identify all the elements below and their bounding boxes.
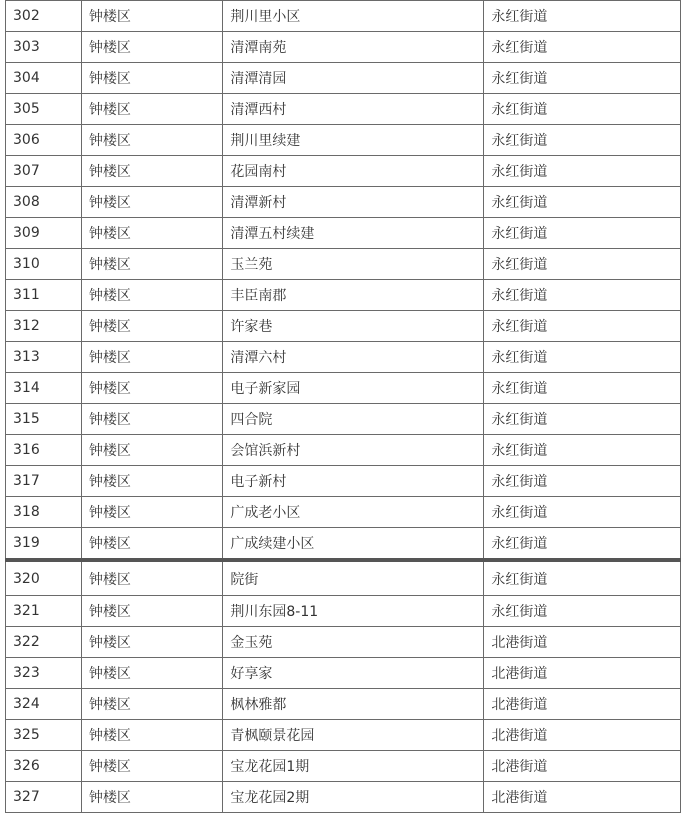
street-cell: 永红街道: [484, 1, 681, 32]
row-number: 311: [6, 280, 82, 311]
community-name-cell: 四合院: [223, 404, 484, 435]
district-cell: 钟楼区: [81, 596, 222, 627]
community-name-cell: 花园南村: [223, 156, 484, 187]
district-cell: 钟楼区: [81, 528, 222, 561]
street-cell: 永红街道: [484, 249, 681, 280]
row-number: 315: [6, 404, 82, 435]
district-cell: 钟楼区: [81, 32, 222, 63]
street-cell: 永红街道: [484, 187, 681, 218]
district-cell: 钟楼区: [81, 1, 222, 32]
street-cell: 北港街道: [484, 720, 681, 751]
street-cell: 永红街道: [484, 32, 681, 63]
row-number: 324: [6, 689, 82, 720]
table-row: [6, 373, 681, 404]
row-number: 310: [6, 249, 82, 280]
row-number: 320: [6, 560, 82, 596]
community-name-cell: 院街: [223, 560, 484, 596]
row-number: 309: [6, 218, 82, 249]
district-cell: 钟楼区: [81, 720, 222, 751]
district-cell: 钟楼区: [81, 342, 222, 373]
row-number: 318: [6, 497, 82, 528]
community-name-cell: 青枫颐景花园: [223, 720, 484, 751]
community-name-cell: 宝龙花园2期: [223, 782, 484, 813]
table-row: [6, 404, 681, 435]
district-cell: 钟楼区: [81, 311, 222, 342]
community-name-cell: 荆川里小区: [223, 1, 484, 32]
row-number: 317: [6, 466, 82, 497]
row-number: 325: [6, 720, 82, 751]
table-row: [6, 63, 681, 94]
street-cell: 永红街道: [484, 280, 681, 311]
district-cell: 钟楼区: [81, 249, 222, 280]
table-row: [6, 125, 681, 156]
community-name-cell: 清潭西村: [223, 94, 484, 125]
street-cell: 北港街道: [484, 751, 681, 782]
community-name-cell: 清潭南苑: [223, 32, 484, 63]
street-cell: 永红街道: [484, 311, 681, 342]
community-name-cell: 金玉苑: [223, 627, 484, 658]
district-cell: 钟楼区: [81, 156, 222, 187]
table-body: [6, 1, 681, 813]
street-cell: 永红街道: [484, 404, 681, 435]
street-cell: 永红街道: [484, 125, 681, 156]
district-cell: 钟楼区: [81, 435, 222, 466]
district-cell: 钟楼区: [81, 560, 222, 596]
table-row: [6, 32, 681, 63]
community-name-cell: 好享家: [223, 658, 484, 689]
row-number: 321: [6, 596, 82, 627]
street-cell: 永红街道: [484, 156, 681, 187]
table-row: [6, 720, 681, 751]
table-row: [6, 782, 681, 813]
community-name-cell: 丰臣南郡: [223, 280, 484, 311]
table-row: [6, 658, 681, 689]
row-number: 326: [6, 751, 82, 782]
table-row: [6, 280, 681, 311]
district-cell: 钟楼区: [81, 751, 222, 782]
district-cell: 钟楼区: [81, 63, 222, 94]
district-cell: 钟楼区: [81, 466, 222, 497]
street-cell: 北港街道: [484, 627, 681, 658]
table-row: [6, 528, 681, 561]
street-cell: 永红街道: [484, 435, 681, 466]
community-name-cell: 广成老小区: [223, 497, 484, 528]
table-row: [6, 627, 681, 658]
district-cell: 钟楼区: [81, 627, 222, 658]
street-cell: 永红街道: [484, 560, 681, 596]
street-cell: 永红街道: [484, 466, 681, 497]
table-row: [6, 497, 681, 528]
table-row: [6, 596, 681, 627]
street-cell: 永红街道: [484, 528, 681, 561]
row-number: 316: [6, 435, 82, 466]
street-cell: 北港街道: [484, 689, 681, 720]
community-name-cell: 荆川东园8-11: [223, 596, 484, 627]
table-row: [6, 311, 681, 342]
row-number: 312: [6, 311, 82, 342]
community-name-cell: 广成续建小区: [223, 528, 484, 561]
row-number: 307: [6, 156, 82, 187]
table-row: [6, 218, 681, 249]
street-cell: 永红街道: [484, 342, 681, 373]
community-name-cell: 清潭五村续建: [223, 218, 484, 249]
table-row: [6, 187, 681, 218]
table-row: [6, 560, 681, 596]
district-cell: 钟楼区: [81, 658, 222, 689]
community-name-cell: 清潭新村: [223, 187, 484, 218]
community-name-cell: 会馆浜新村: [223, 435, 484, 466]
district-cell: 钟楼区: [81, 497, 222, 528]
row-number: 304: [6, 63, 82, 94]
street-cell: 永红街道: [484, 218, 681, 249]
row-number: 303: [6, 32, 82, 63]
row-number: 302: [6, 1, 82, 32]
table-row: [6, 689, 681, 720]
table-row: [6, 435, 681, 466]
district-cell: 钟楼区: [81, 373, 222, 404]
street-cell: 永红街道: [484, 596, 681, 627]
district-cell: 钟楼区: [81, 782, 222, 813]
table-row: [6, 94, 681, 125]
street-cell: 永红街道: [484, 373, 681, 404]
street-cell: 永红街道: [484, 63, 681, 94]
community-table: [5, 0, 681, 813]
district-cell: 钟楼区: [81, 218, 222, 249]
community-name-cell: 电子新村: [223, 466, 484, 497]
community-name-cell: 枫林雅都: [223, 689, 484, 720]
community-name-cell: 清潭六村: [223, 342, 484, 373]
row-number: 308: [6, 187, 82, 218]
district-cell: 钟楼区: [81, 280, 222, 311]
community-name-cell: 玉兰苑: [223, 249, 484, 280]
community-name-cell: 电子新家园: [223, 373, 484, 404]
row-number: 322: [6, 627, 82, 658]
table-row: [6, 342, 681, 373]
row-number: 314: [6, 373, 82, 404]
table-row: [6, 156, 681, 187]
district-cell: 钟楼区: [81, 125, 222, 156]
district-cell: 钟楼区: [81, 187, 222, 218]
row-number: 323: [6, 658, 82, 689]
district-cell: 钟楼区: [81, 94, 222, 125]
street-cell: 永红街道: [484, 497, 681, 528]
street-cell: 北港街道: [484, 782, 681, 813]
community-name-cell: 许家巷: [223, 311, 484, 342]
district-cell: 钟楼区: [81, 689, 222, 720]
table-row: [6, 466, 681, 497]
community-name-cell: 宝龙花园1期: [223, 751, 484, 782]
row-number: 313: [6, 342, 82, 373]
community-name-cell: 清潭清园: [223, 63, 484, 94]
row-number: 306: [6, 125, 82, 156]
street-cell: 永红街道: [484, 94, 681, 125]
community-name-cell: 荆川里续建: [223, 125, 484, 156]
table-row: [6, 751, 681, 782]
row-number: 305: [6, 94, 82, 125]
row-number: 319: [6, 528, 82, 561]
district-cell: 钟楼区: [81, 404, 222, 435]
street-cell: 北港街道: [484, 658, 681, 689]
table-row: [6, 1, 681, 32]
table-row: [6, 249, 681, 280]
row-number: 327: [6, 782, 82, 813]
